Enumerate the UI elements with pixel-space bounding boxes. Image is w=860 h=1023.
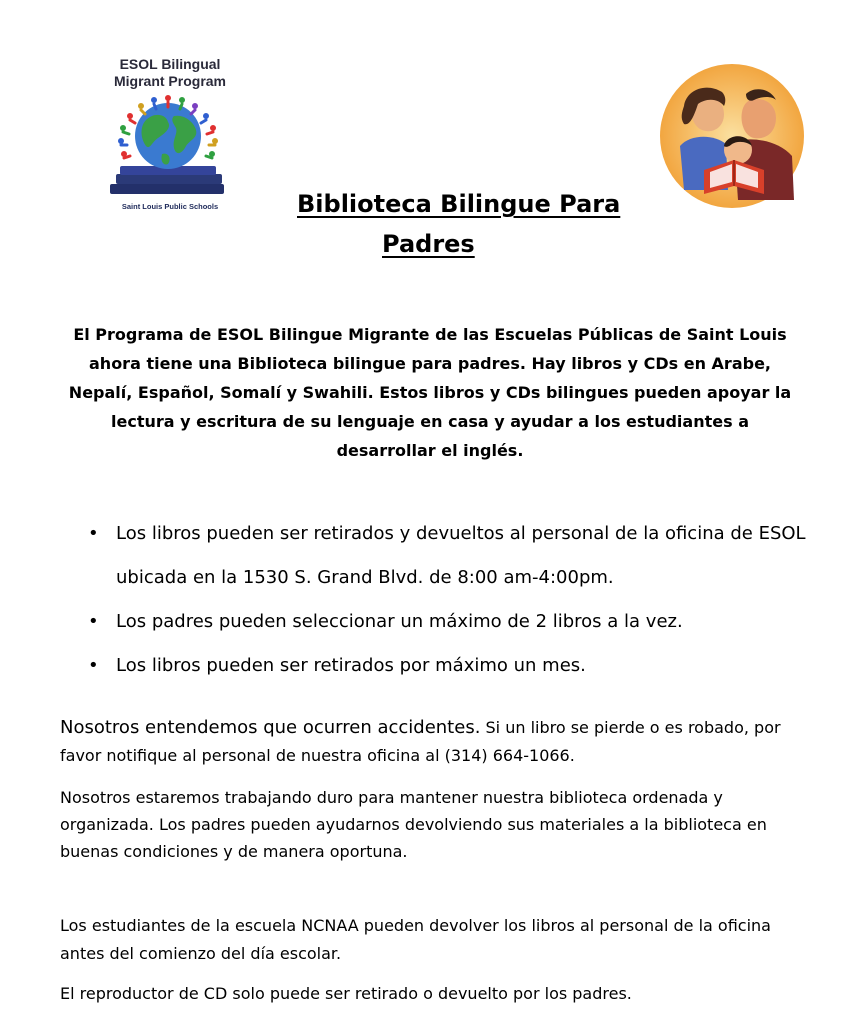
globe-icon bbox=[106, 94, 232, 198]
list-item-text: Los libros pueden ser retirados por máximo un mes. bbox=[116, 655, 586, 676]
bullet-icon: • bbox=[88, 523, 99, 544]
bullet-icon: • bbox=[88, 655, 99, 676]
program-logo bbox=[96, 56, 244, 216]
list-item bbox=[86, 644, 806, 688]
organized-paragraph: Nosotros estaremos trabajando duro para mantener nuestra biblioteca ordenada y organizada. Los padres pueden ayudarnos devolviendo sus materiales a la biblioteca en buenas condiciones y de manera oportuna. bbox=[60, 788, 767, 861]
ncnaa-paragraph: Los estudiantes de la escuela NCNAA pueden devolver los libros al personal de la oficina antes del comienzo del día escolar. bbox=[60, 916, 771, 963]
list-item bbox=[86, 512, 806, 600]
list-item bbox=[86, 600, 806, 644]
accidents-lead: Nosotros entendemos que ocurren accidentes. bbox=[60, 717, 481, 738]
accidents-contact: Si un libro se pierde o es robado, por favor notifique al personal de nuestra oficina al (314) 664-1066. bbox=[60, 718, 781, 765]
logo-footer: Saint Louis Public Schools bbox=[121, 202, 219, 211]
logo-title bbox=[96, 56, 244, 90]
rules-list bbox=[86, 512, 806, 688]
accidents-paragraph bbox=[60, 714, 805, 770]
logo-title-line1: ESOL Bilingual bbox=[119, 56, 221, 72]
logo-title-line2: Migrant Program bbox=[113, 73, 226, 89]
title-line-1: Biblioteca Bilingue Para bbox=[297, 190, 621, 218]
bullet-icon: • bbox=[88, 611, 99, 632]
title-line-2: Padres bbox=[382, 230, 475, 258]
list-item-text: Los padres pueden seleccionar un máximo de 2 libros a la vez. bbox=[116, 611, 683, 632]
intro-paragraph: El Programa de ESOL Bilingue Migrante de las Escuelas Públicas de Saint Louis ahora tiene una Biblioteca bilingue para padres. Hay libros y CDs en Arabe, Nepalí, Español, Somalí y Swahili. Estos libros y CDs bilingues pueden apoyar la lectura y escritura de su lenguaje en casa y ayudar a los estudiantes a desarrollar el inglés. bbox=[68, 325, 792, 460]
family-reading-icon bbox=[654, 60, 810, 210]
cd-player-paragraph: El reproductor de CD solo puede ser retirado o devuelto por los padres. bbox=[60, 984, 632, 1003]
list-item-text: Los libros pueden ser retirados y devueltos al personal de la oficina de ESOL ubicada en la 1530 S. Grand Blvd. de 8:00 am-4:00pm. bbox=[116, 523, 806, 588]
